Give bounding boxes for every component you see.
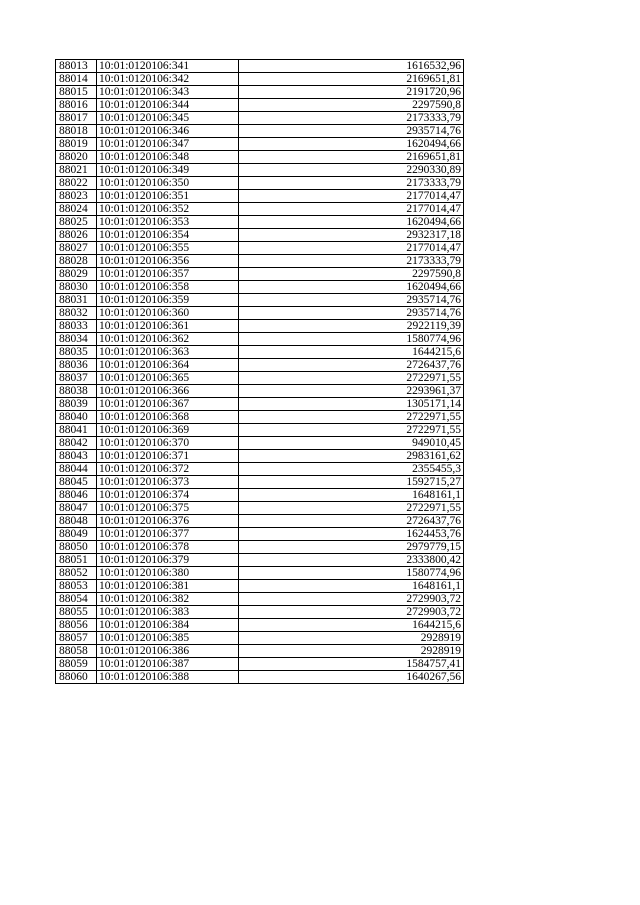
row-number-cell: 88027 — [56, 242, 97, 255]
row-number-cell: 88025 — [56, 216, 97, 229]
table-row — [56, 60, 464, 73]
cadastral-number-cell: 10:01:0120106:355 — [97, 242, 239, 255]
value-cell: 949010,45 — [239, 437, 464, 450]
value-cell: 2290330,89 — [239, 164, 464, 177]
table-row — [56, 346, 464, 359]
value-cell: 2722971,55 — [239, 502, 464, 515]
row-number-cell: 88054 — [56, 593, 97, 606]
value-cell: 2333800,42 — [239, 554, 464, 567]
cadastral-number-cell: 10:01:0120106:358 — [97, 281, 239, 294]
value-cell: 2297590,8 — [239, 268, 464, 281]
value-cell: 2191720,96 — [239, 86, 464, 99]
table-row — [56, 359, 464, 372]
table-row — [56, 476, 464, 489]
row-number-cell: 88031 — [56, 294, 97, 307]
value-cell: 2722971,55 — [239, 372, 464, 385]
row-number-cell: 88013 — [56, 60, 97, 73]
cadastral-number-cell: 10:01:0120106:351 — [97, 190, 239, 203]
table-row — [56, 619, 464, 632]
value-cell: 1648161,1 — [239, 489, 464, 502]
value-cell: 2173333,79 — [239, 112, 464, 125]
cadastral-number-cell: 10:01:0120106:372 — [97, 463, 239, 476]
value-cell: 1580774,96 — [239, 567, 464, 580]
value-cell: 2935714,76 — [239, 307, 464, 320]
row-number-cell: 88022 — [56, 177, 97, 190]
row-number-cell: 88057 — [56, 632, 97, 645]
row-number-cell: 88058 — [56, 645, 97, 658]
row-number-cell: 88041 — [56, 424, 97, 437]
cadastral-number-cell: 10:01:0120106:376 — [97, 515, 239, 528]
cadastral-number-cell: 10:01:0120106:379 — [97, 554, 239, 567]
value-cell: 2983161,62 — [239, 450, 464, 463]
cadastral-number-cell: 10:01:0120106:348 — [97, 151, 239, 164]
value-cell: 2729903,72 — [239, 593, 464, 606]
table-row — [56, 502, 464, 515]
row-number-cell: 88026 — [56, 229, 97, 242]
value-cell: 2177014,47 — [239, 190, 464, 203]
row-number-cell: 88034 — [56, 333, 97, 346]
cadastral-number-cell: 10:01:0120106:363 — [97, 346, 239, 359]
cadastral-number-cell: 10:01:0120106:385 — [97, 632, 239, 645]
row-number-cell: 88037 — [56, 372, 97, 385]
table-row — [56, 398, 464, 411]
table-row — [56, 554, 464, 567]
table-row — [56, 281, 464, 294]
row-number-cell: 88014 — [56, 73, 97, 86]
data-table — [55, 59, 464, 684]
table-row — [56, 463, 464, 476]
row-number-cell: 88060 — [56, 671, 97, 684]
cadastral-number-cell: 10:01:0120106:375 — [97, 502, 239, 515]
row-number-cell: 88049 — [56, 528, 97, 541]
cadastral-number-cell: 10:01:0120106:369 — [97, 424, 239, 437]
table-row — [56, 450, 464, 463]
table-row — [56, 216, 464, 229]
value-cell: 1640267,56 — [239, 671, 464, 684]
table-row — [56, 671, 464, 684]
table-row — [56, 645, 464, 658]
table-row — [56, 125, 464, 138]
table-row — [56, 177, 464, 190]
value-cell: 2173333,79 — [239, 177, 464, 190]
table-row — [56, 73, 464, 86]
row-number-cell: 88036 — [56, 359, 97, 372]
row-number-cell: 88038 — [56, 385, 97, 398]
table-body — [56, 60, 464, 684]
table-row — [56, 320, 464, 333]
value-cell: 1580774,96 — [239, 333, 464, 346]
row-number-cell: 88033 — [56, 320, 97, 333]
value-cell: 1648161,1 — [239, 580, 464, 593]
row-number-cell: 88029 — [56, 268, 97, 281]
cadastral-number-cell: 10:01:0120106:343 — [97, 86, 239, 99]
row-number-cell: 88051 — [56, 554, 97, 567]
row-number-cell: 88019 — [56, 138, 97, 151]
cadastral-number-cell: 10:01:0120106:360 — [97, 307, 239, 320]
table-row — [56, 333, 464, 346]
row-number-cell: 88043 — [56, 450, 97, 463]
value-cell: 1624453,76 — [239, 528, 464, 541]
row-number-cell: 88042 — [56, 437, 97, 450]
value-cell: 2722971,55 — [239, 424, 464, 437]
cadastral-number-cell: 10:01:0120106:370 — [97, 437, 239, 450]
row-number-cell: 88021 — [56, 164, 97, 177]
table-row — [56, 190, 464, 203]
cadastral-number-cell: 10:01:0120106:347 — [97, 138, 239, 151]
value-cell: 2935714,76 — [239, 125, 464, 138]
table-row — [56, 385, 464, 398]
cadastral-number-cell: 10:01:0120106:342 — [97, 73, 239, 86]
row-number-cell: 88032 — [56, 307, 97, 320]
table-row — [56, 203, 464, 216]
table-row — [56, 372, 464, 385]
cadastral-number-cell: 10:01:0120106:345 — [97, 112, 239, 125]
row-number-cell: 88018 — [56, 125, 97, 138]
value-cell: 1584757,41 — [239, 658, 464, 671]
cadastral-number-cell: 10:01:0120106:371 — [97, 450, 239, 463]
value-cell: 1620494,66 — [239, 138, 464, 151]
cadastral-number-cell: 10:01:0120106:354 — [97, 229, 239, 242]
row-number-cell: 88053 — [56, 580, 97, 593]
row-number-cell: 88015 — [56, 86, 97, 99]
cadastral-number-cell: 10:01:0120106:350 — [97, 177, 239, 190]
row-number-cell: 88055 — [56, 606, 97, 619]
cadastral-number-cell: 10:01:0120106:364 — [97, 359, 239, 372]
value-cell: 2922119,39 — [239, 320, 464, 333]
row-number-cell: 88020 — [56, 151, 97, 164]
cadastral-number-cell: 10:01:0120106:366 — [97, 385, 239, 398]
cadastral-number-cell: 10:01:0120106:359 — [97, 294, 239, 307]
row-number-cell: 88035 — [56, 346, 97, 359]
value-cell: 2729903,72 — [239, 606, 464, 619]
value-cell: 1592715,27 — [239, 476, 464, 489]
value-cell: 2932317,18 — [239, 229, 464, 242]
row-number-cell: 88050 — [56, 541, 97, 554]
table-row — [56, 138, 464, 151]
table-row — [56, 164, 464, 177]
cadastral-number-cell: 10:01:0120106:380 — [97, 567, 239, 580]
cadastral-number-cell: 10:01:0120106:362 — [97, 333, 239, 346]
value-cell: 2355455,3 — [239, 463, 464, 476]
cadastral-number-cell: 10:01:0120106:386 — [97, 645, 239, 658]
table-row — [56, 515, 464, 528]
cadastral-number-cell: 10:01:0120106:367 — [97, 398, 239, 411]
row-number-cell: 88045 — [56, 476, 97, 489]
cadastral-number-cell: 10:01:0120106:383 — [97, 606, 239, 619]
row-number-cell: 88023 — [56, 190, 97, 203]
table-row — [56, 86, 464, 99]
value-cell: 1620494,66 — [239, 281, 464, 294]
row-number-cell: 88028 — [56, 255, 97, 268]
table-row — [56, 541, 464, 554]
cadastral-number-cell: 10:01:0120106:357 — [97, 268, 239, 281]
value-cell: 2169651,81 — [239, 73, 464, 86]
table-row — [56, 437, 464, 450]
cadastral-number-cell: 10:01:0120106:361 — [97, 320, 239, 333]
value-cell: 2979779,15 — [239, 541, 464, 554]
cadastral-number-cell: 10:01:0120106:341 — [97, 60, 239, 73]
cadastral-number-cell: 10:01:0120106:368 — [97, 411, 239, 424]
cadastral-number-cell: 10:01:0120106:373 — [97, 476, 239, 489]
value-cell: 2169651,81 — [239, 151, 464, 164]
row-number-cell: 88024 — [56, 203, 97, 216]
value-cell: 2173333,79 — [239, 255, 464, 268]
cadastral-number-cell: 10:01:0120106:365 — [97, 372, 239, 385]
value-cell: 2293961,37 — [239, 385, 464, 398]
row-number-cell: 88047 — [56, 502, 97, 515]
row-number-cell: 88044 — [56, 463, 97, 476]
value-cell: 2726437,76 — [239, 359, 464, 372]
cadastral-number-cell: 10:01:0120106:356 — [97, 255, 239, 268]
cadastral-number-cell: 10:01:0120106:382 — [97, 593, 239, 606]
table-row — [56, 424, 464, 437]
value-cell: 2726437,76 — [239, 515, 464, 528]
table-row — [56, 632, 464, 645]
cadastral-number-cell: 10:01:0120106:344 — [97, 99, 239, 112]
cadastral-number-cell: 10:01:0120106:384 — [97, 619, 239, 632]
value-cell: 1620494,66 — [239, 216, 464, 229]
table-row — [56, 489, 464, 502]
table-row — [56, 580, 464, 593]
row-number-cell: 88056 — [56, 619, 97, 632]
table-row — [56, 112, 464, 125]
value-cell: 2928919 — [239, 645, 464, 658]
row-number-cell: 88039 — [56, 398, 97, 411]
row-number-cell: 88017 — [56, 112, 97, 125]
row-number-cell: 88059 — [56, 658, 97, 671]
table-row — [56, 99, 464, 112]
table-row — [56, 307, 464, 320]
value-cell: 2935714,76 — [239, 294, 464, 307]
value-cell: 2177014,47 — [239, 242, 464, 255]
row-number-cell: 88052 — [56, 567, 97, 580]
table-row — [56, 411, 464, 424]
cadastral-number-cell: 10:01:0120106:388 — [97, 671, 239, 684]
cadastral-number-cell: 10:01:0120106:374 — [97, 489, 239, 502]
table-row — [56, 658, 464, 671]
row-number-cell: 88040 — [56, 411, 97, 424]
cadastral-number-cell: 10:01:0120106:353 — [97, 216, 239, 229]
table-row — [56, 268, 464, 281]
table-row — [56, 593, 464, 606]
table-row — [56, 606, 464, 619]
value-cell: 2297590,8 — [239, 99, 464, 112]
cadastral-number-cell: 10:01:0120106:387 — [97, 658, 239, 671]
cadastral-number-cell: 10:01:0120106:352 — [97, 203, 239, 216]
table-row — [56, 151, 464, 164]
value-cell: 1644215,6 — [239, 619, 464, 632]
value-cell: 1644215,6 — [239, 346, 464, 359]
row-number-cell: 88016 — [56, 99, 97, 112]
cadastral-number-cell: 10:01:0120106:346 — [97, 125, 239, 138]
value-cell: 2722971,55 — [239, 411, 464, 424]
cadastral-number-cell: 10:01:0120106:381 — [97, 580, 239, 593]
table-row — [56, 255, 464, 268]
table-row — [56, 567, 464, 580]
cadastral-number-cell: 10:01:0120106:377 — [97, 528, 239, 541]
value-cell: 1305171,14 — [239, 398, 464, 411]
table-row — [56, 229, 464, 242]
value-cell: 2928919 — [239, 632, 464, 645]
table-row — [56, 528, 464, 541]
table-row — [56, 242, 464, 255]
row-number-cell: 88048 — [56, 515, 97, 528]
cadastral-number-cell: 10:01:0120106:378 — [97, 541, 239, 554]
row-number-cell: 88030 — [56, 281, 97, 294]
value-cell: 1616532,96 — [239, 60, 464, 73]
table-row — [56, 294, 464, 307]
cadastral-number-cell: 10:01:0120106:349 — [97, 164, 239, 177]
row-number-cell: 88046 — [56, 489, 97, 502]
value-cell: 2177014,47 — [239, 203, 464, 216]
